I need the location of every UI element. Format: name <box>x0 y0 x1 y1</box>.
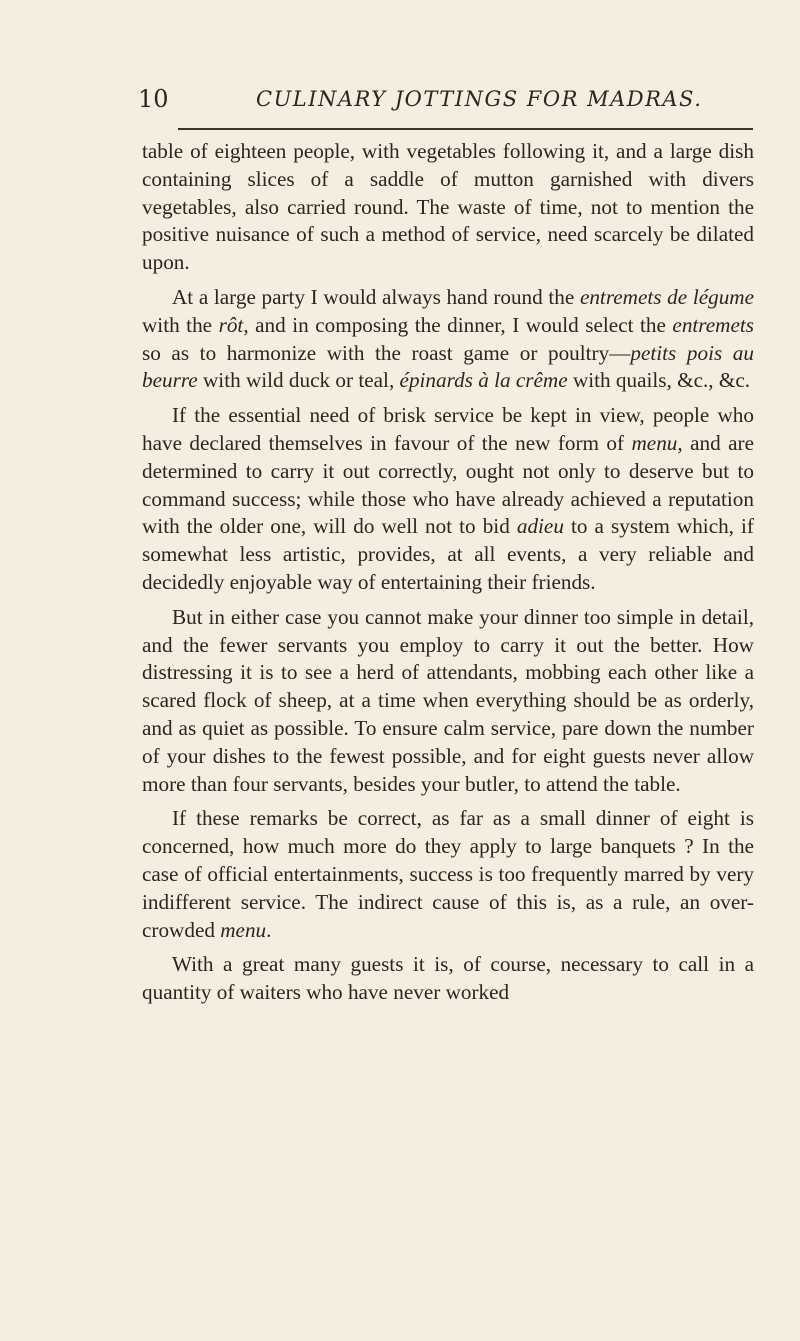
text-run: with the <box>142 312 219 337</box>
italic-text: menu <box>631 430 678 455</box>
paragraph <box>142 402 754 597</box>
paragraph <box>142 951 754 1007</box>
text-run: If these remarks be correct, as far as a small dinner of eight is concerned, how much more do they apply to large banquets ? In the case of official entertainments, success is too frequently marred by very indifferent service. The indirect cause of this is, as a rule, an over-crowded <box>142 806 754 942</box>
italic-text: entremets de légume <box>579 284 754 309</box>
running-title: CULINARY JOTTINGS FOR MADRAS. <box>256 87 703 111</box>
body-text <box>142 138 754 1014</box>
text-run: to a system which, if somewhat less artistic, provides, at all events, a very reliable and decidedly enjoyable way of entertaining their friends. <box>142 514 754 594</box>
text-run: so as to harmonize with the roast game or poultry— <box>142 340 631 365</box>
text-run: At a large party I would always hand round the <box>172 284 580 309</box>
italic-text: menu <box>220 917 267 942</box>
text-run: With a great many guests it is, of course, necessary to call in a quantity of waiters who have never worked <box>142 952 754 1005</box>
italic-text: petits pois au beurre <box>142 340 754 393</box>
text-run: with quails, &c., &c. <box>567 368 751 393</box>
page-number: 10 <box>138 85 169 113</box>
text-run: But in either case you cannot make your dinner too simple in detail, and the fewer servants you employ to carry it out the better. How distressing it is to see a herd of attendants, mobbing each other like a scared flock of sheep, at a time when everything should be as orderly, and as quiet as possible. To ensure calm service, pare down the number of your dishes to the fewest possible, and for eight guests never allow more than four servants, besides your butler, to attend the table. <box>142 604 754 796</box>
paragraph <box>142 284 754 395</box>
text-run: with wild duck or teal, <box>197 368 400 393</box>
text-run: . <box>266 917 272 942</box>
paragraph <box>142 138 754 277</box>
italic-text: rôt <box>218 312 244 337</box>
italic-text: entremets <box>672 312 755 337</box>
header-rule <box>178 128 753 130</box>
text-run: table of eighteen people, with vegetables following it, and a large dish containing slices of a saddle of mutton garnished with divers vegetables, also carried round. The waste of time, not to mention the positive nuisance of such a method of service, need scarcely be dilated upon. <box>142 139 754 275</box>
italic-text: épinards à la crême <box>399 368 568 393</box>
text-run: , and in composing the dinner, I would select the <box>243 312 673 337</box>
paragraph <box>142 604 754 799</box>
page-header <box>138 84 750 124</box>
paragraph <box>142 805 754 944</box>
text-run: If the essential need of brisk service be kept in view, people who have declared themselves in favour of the new form of <box>142 403 754 455</box>
text-run: , and are determined to carry it out correctly, ought not only to deserve but to command success; while those who have already achieved a reputation with the older one, will do well not to bid <box>142 430 754 539</box>
italic-text: adieu <box>516 514 564 539</box>
